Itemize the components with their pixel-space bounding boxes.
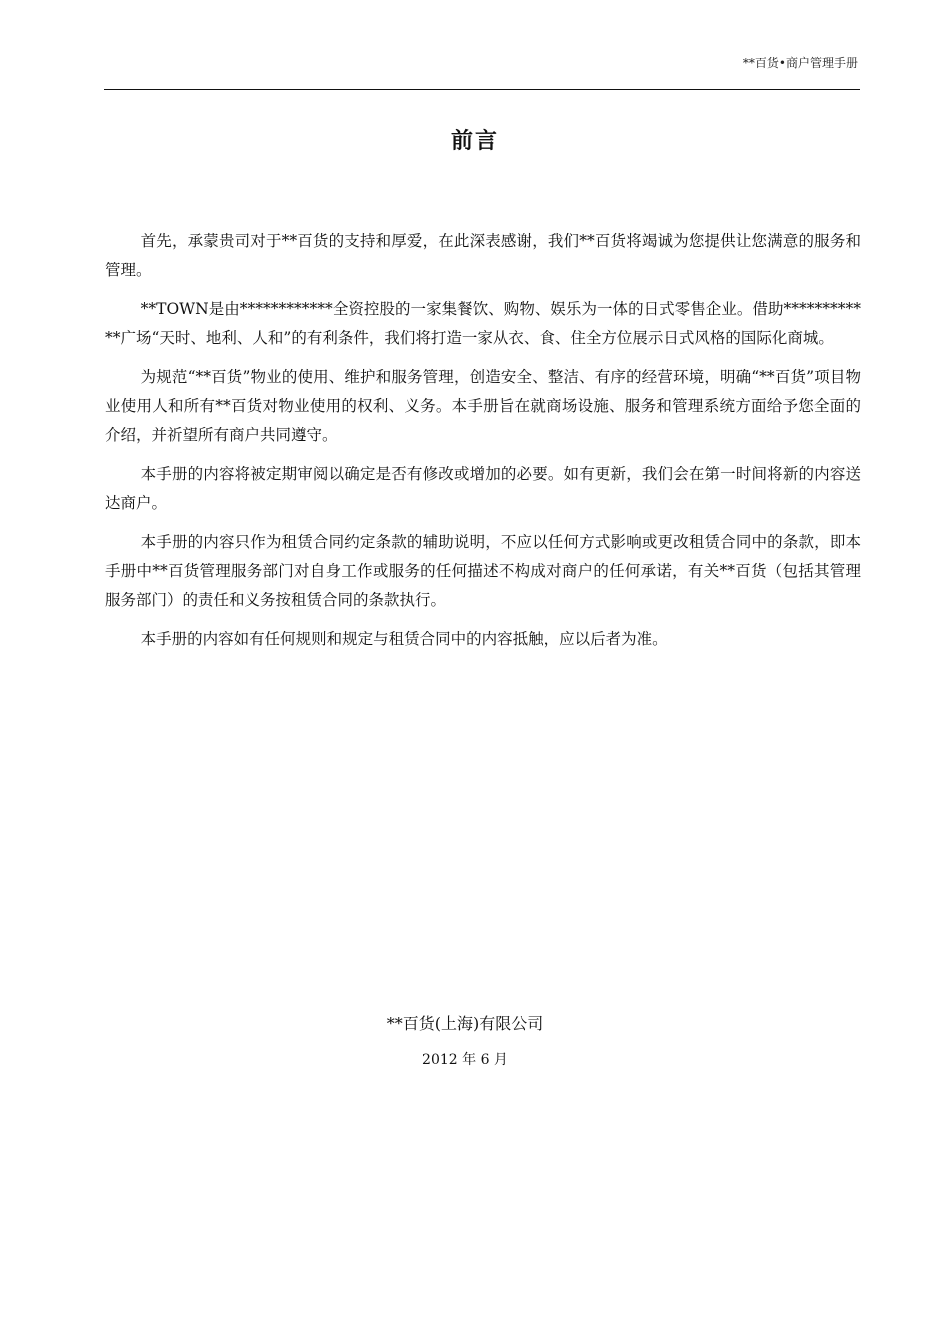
company-name: **百货(上海)有限公司 [386, 1014, 544, 1033]
issue-date: 2012 年 6 月 [422, 1052, 508, 1068]
paragraph-3: 为规范“**百货”物业的使用、维护和服务管理，创造安全、整洁、有序的经营环境，明确“**百货”项目物业使用人和所有**百货对物业使用的权利、义务。本手册旨在就商场设施、服务和管理系统方面给予您全面的介绍，并祈望所有商户共同遵守。 [105, 368, 861, 444]
paragraph-5: 本手册的内容只作为租赁合同约定条款的辅助说明，不应以任何方式影响或更改租赁合同中的条款，即本手册中**百货管理服务部门对自身工作或服务的任何描述不构成对商户的任何承诺，有关**百货（包括其管理服务部门）的责任和义务按租赁合同的条款执行。 [105, 533, 861, 609]
paragraph-6: 本手册的内容如有任何规则和规定与租赁合同中的内容抵触，应以后者为准。 [140, 630, 668, 648]
paragraph-1: 首先，承蒙贵司对于**百货的支持和厚爱，在此深表感谢，我们**百货将竭诚为您提供让您满意的服务和管理。 [105, 232, 861, 279]
header-divider [104, 89, 860, 90]
running-header: **百货•商户管理手册 [742, 56, 858, 70]
paragraph-4: 本手册的内容将被定期审阅以确定是否有修改或增加的必要。如有更新，我们会在第一时间将新的内容送达商户。 [105, 465, 861, 512]
paragraph-2: **TOWN是由************全资控股的一家集餐饮、购物、娱乐为一体的日式零售企业。借助************广场“天时、地利、人和”的有利条件，我们将打造一家从衣、食、住全方位展示日式风格的国际化商城。 [105, 300, 861, 347]
page-title: 前言 [450, 128, 499, 154]
preface-body [105, 227, 861, 664]
